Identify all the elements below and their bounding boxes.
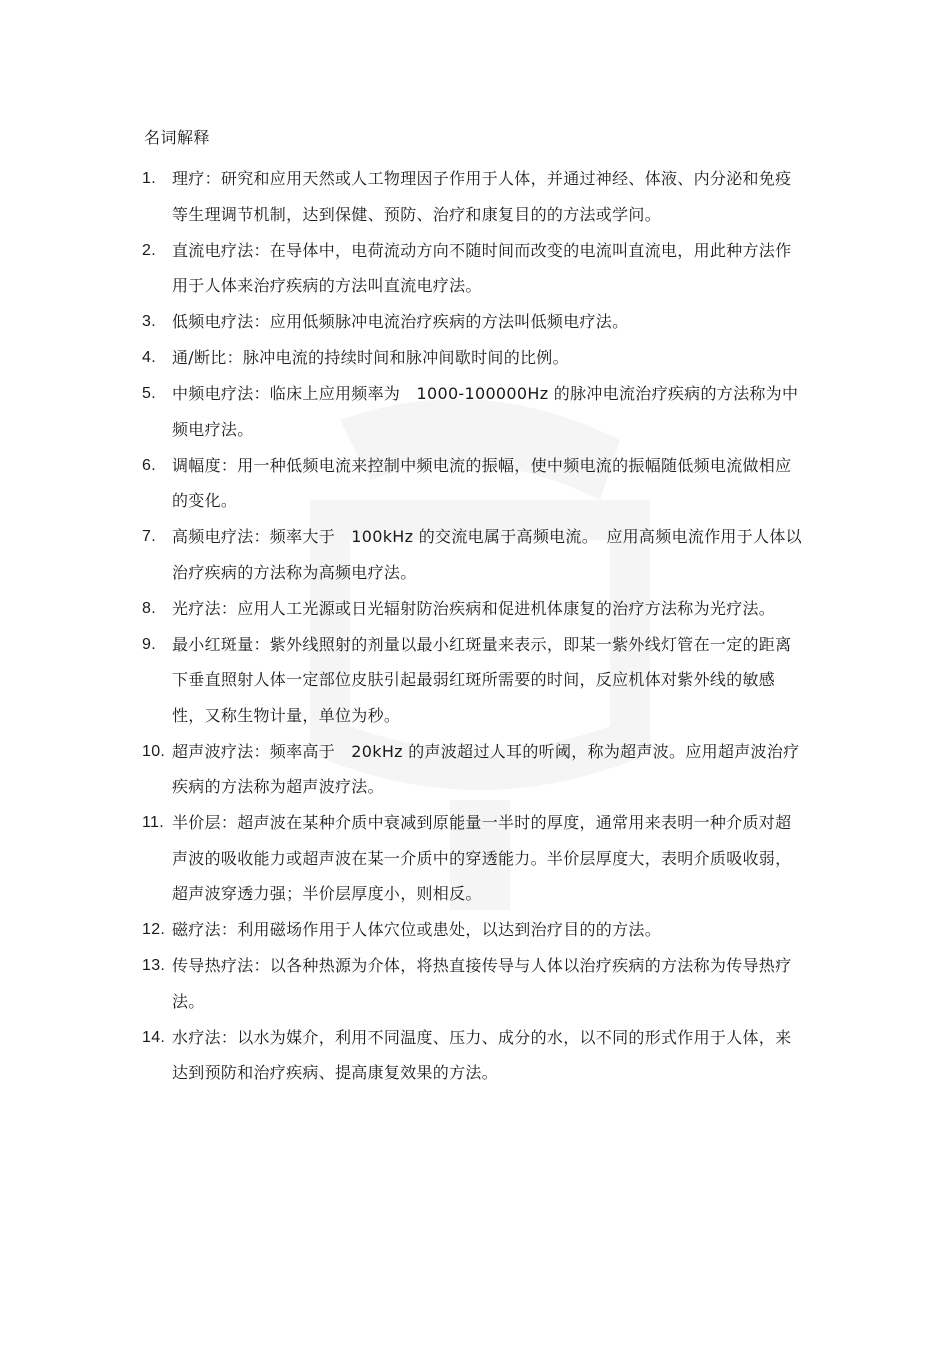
term-item-3 — [142, 304, 802, 340]
term-definition: 通/断比：脉冲电流的持续时间和脉冲间歇时间的比例。 — [172, 348, 569, 367]
term-definition: 光疗法：应用人工光源或日光辐射防治疾病和促进机体康复的治疗方法称为光疗法。 — [172, 598, 776, 618]
term-number: 10. — [142, 742, 166, 760]
term-number: 5. — [142, 385, 156, 402]
document-title: 名词解释 — [144, 128, 211, 147]
term-definition: 低频电疗法：应用低频脉冲电流治疗疾病的方法叫低频电疗法。 — [172, 312, 629, 331]
term-item-4 — [142, 340, 802, 376]
term-number: 11. — [142, 814, 164, 831]
term-number: 1. — [142, 170, 156, 187]
term-definition: 直流电疗法：在导体中，电荷流动方向不随时间而改变的电流叫直流电，用此种方法作用于人体来治疗疾病的方法叫直流电疗法。 — [172, 240, 792, 295]
term-item-8 — [142, 591, 802, 627]
term-number: 9. — [142, 635, 156, 653]
term-number: 2. — [142, 241, 156, 259]
term-number: 13. — [142, 957, 166, 974]
term-list — [142, 161, 802, 1091]
term-item-7 — [142, 519, 802, 590]
term-definition: 半价层：超声波在某种介质中衰减到原能量一半时的厚度，通常用来表明一种介质对超声波的吸收能力或超声波在某一介质中的穿透能力。半价层厚度大，表明介质吸收弱，超声波穿透力强；半价层厚度小，则相反。 — [172, 813, 792, 903]
term-number: 3. — [142, 313, 156, 330]
term-item-1 — [142, 161, 802, 232]
term-item-10 — [142, 734, 802, 805]
term-number: 8. — [142, 599, 156, 617]
term-item-12 — [142, 912, 802, 948]
term-item-13 — [142, 948, 802, 1019]
term-item-14 — [142, 1020, 802, 1091]
term-definition: 传导热疗法：以各种热源为介体，将热直接传导与人体以治疗疾病的方法称为传导热疗法。 — [172, 956, 792, 1011]
term-number: 4. — [142, 349, 156, 366]
term-definition: 理疗：研究和应用天然或人工物理因子作用于人体，并通过神经、体液、内分泌和免疫等生理调节机制，达到保健、预防、治疗和康复目的的方法或学问。 — [172, 169, 792, 224]
term-item-2 — [142, 233, 802, 304]
term-item-6 — [142, 448, 802, 519]
term-number: 6. — [142, 456, 156, 474]
term-number: 12. — [142, 921, 166, 938]
term-definition: 水疗法：以水为媒介，利用不同温度、压力、成分的水，以不同的形式作用于人体，来达到预防和治疗疾病、提高康复效果的方法。 — [172, 1027, 792, 1082]
term-definition: 磁疗法：利用磁场作用于人体穴位或患处，以达到治疗目的的方法。 — [172, 920, 662, 939]
term-definition: 调幅度：用一种低频电流来控制中频电流的振幅，使中频电流的振幅随低频电流做相应的变化。 — [172, 455, 792, 510]
term-number: 14. — [142, 1028, 166, 1046]
term-item-5 — [142, 376, 802, 447]
term-number: 7. — [142, 528, 156, 545]
term-definition: 高频电疗法：频率大于 100kHz 的交流电属于高频电流。 应用高频电流作用于人体以治疗疾病的方法称为高频电疗法。 — [172, 527, 802, 582]
term-item-11 — [142, 805, 802, 912]
term-definition: 最小红斑量：紫外线照射的剂量以最小红斑量来表示，即某一紫外线灯管在一定的距离下垂直照射人体一定部位皮肤引起最弱红斑所需要的时间，反应机体对紫外线的敏感性，又称生物计量，单位为秒。 — [172, 634, 792, 725]
term-definition: 中频电疗法：临床上应用频率为 1000-100000Hz 的脉冲电流治疗疾病的方法称为中频电疗法。 — [172, 384, 799, 439]
term-definition: 超声波疗法：频率高于 20kHz 的声波超过人耳的听阈，称为超声波。应用超声波治疗疾病的方法称为超声波疗法。 — [172, 741, 800, 796]
term-item-9 — [142, 627, 802, 734]
